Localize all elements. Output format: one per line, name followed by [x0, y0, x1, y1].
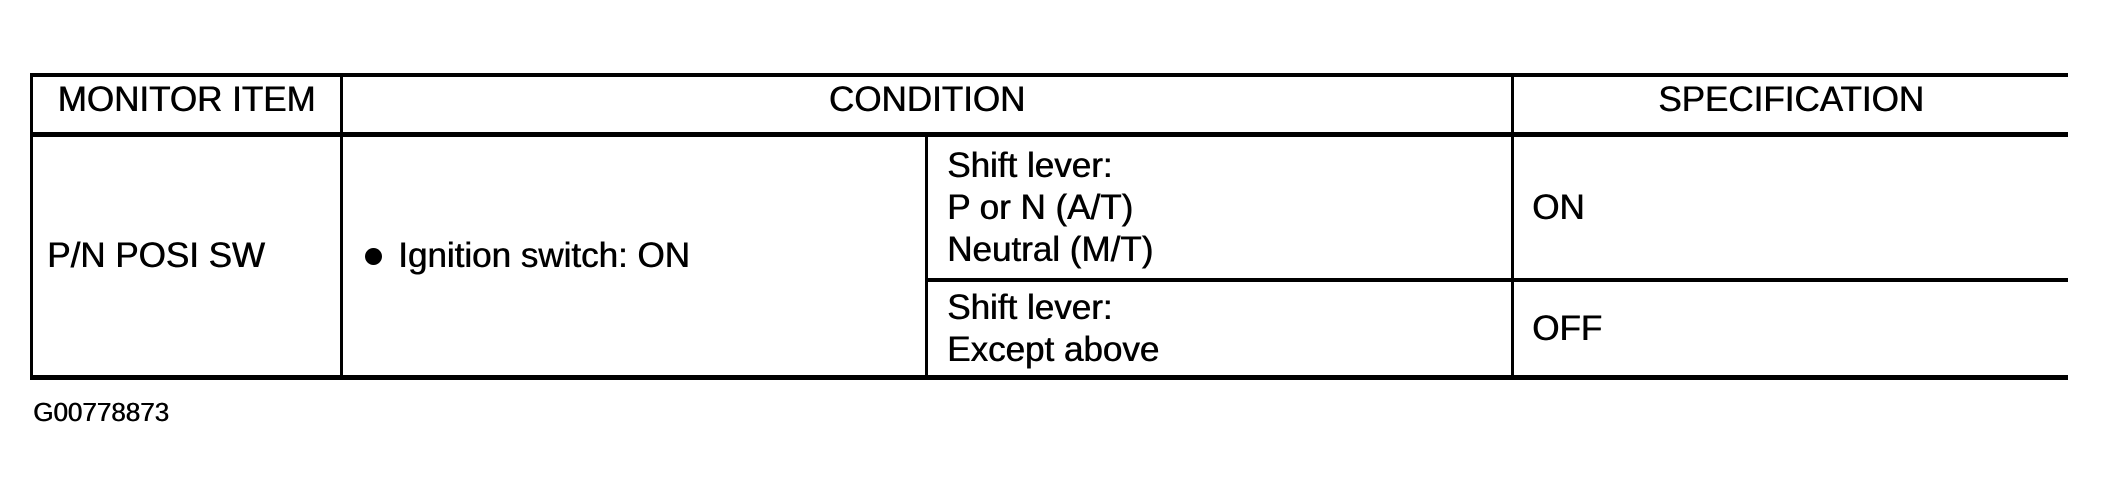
- header-specification-label: SPECIFICATION: [1658, 79, 1924, 119]
- cell-specification-1: [1532, 137, 2062, 278]
- condition-sub-1-line-2: P or N (A/T): [947, 187, 1134, 227]
- condition-sub-divider: [925, 132, 928, 380]
- condition-sub-2-line-2: Except above: [947, 329, 1160, 369]
- bullet-icon: [365, 248, 382, 265]
- header-condition: [343, 77, 1511, 132]
- header-specification: [1514, 77, 2068, 132]
- cell-condition-sub-2: [947, 282, 1507, 375]
- header-monitor-item-label: MONITOR ITEM: [57, 79, 316, 119]
- specification-1-value: ON: [1532, 187, 1585, 227]
- condition-main-value: Ignition switch: ON: [398, 236, 690, 275]
- table-bottom-border: [30, 375, 2068, 380]
- monitor-item-value: P/N POSI SW: [47, 236, 265, 275]
- cell-condition-main: [365, 137, 925, 375]
- header-monitor-item: [33, 77, 340, 132]
- figure-code: G00778873: [33, 397, 169, 427]
- cell-condition-sub-1: [947, 137, 1507, 278]
- cell-monitor-item: [47, 137, 340, 375]
- header-condition-label: CONDITION: [828, 79, 1026, 119]
- specification-2-value: OFF: [1532, 308, 1602, 348]
- condition-sub-1-line-1: Shift lever:: [947, 145, 1113, 185]
- condition-sub-2-line-1: Shift lever:: [947, 287, 1113, 327]
- cell-specification-2: [1532, 282, 2062, 375]
- condition-sub-1-line-3: Neutral (M/T): [947, 229, 1154, 269]
